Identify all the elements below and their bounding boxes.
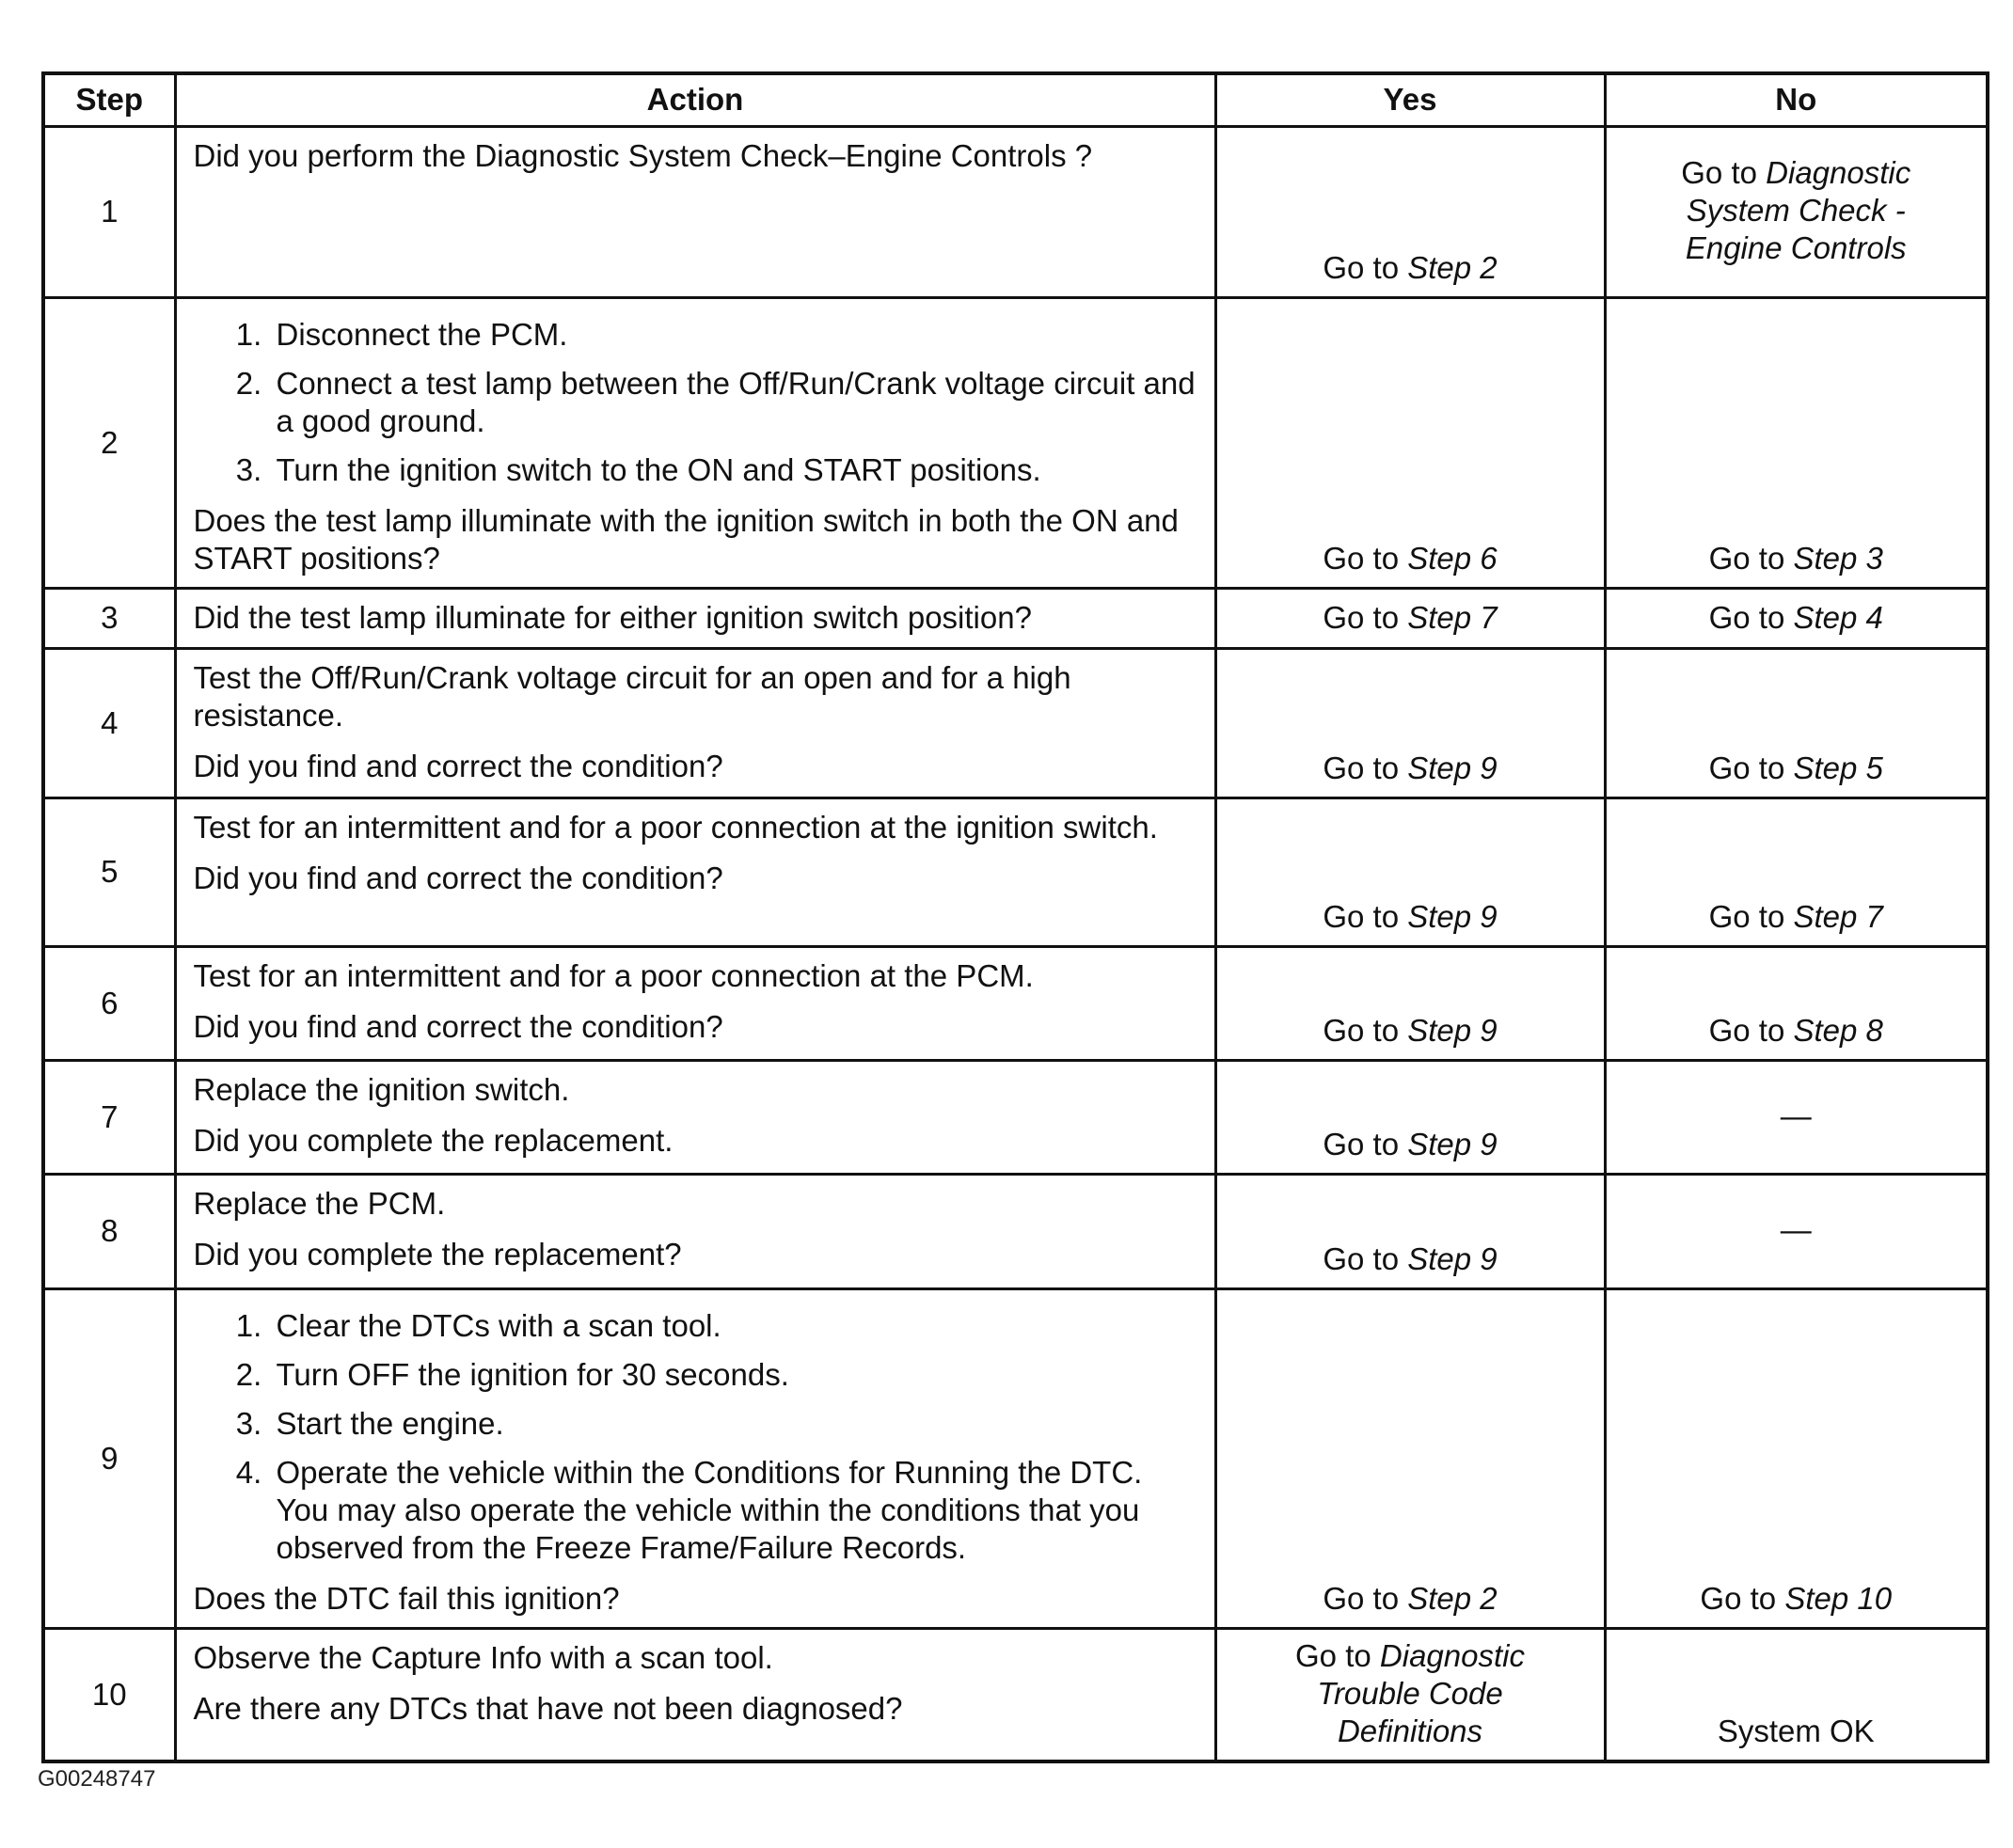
yes-prefix: Go to	[1323, 1012, 1400, 1048]
step-number: 3	[43, 588, 175, 648]
no-cell	[1605, 297, 1988, 588]
yes-link-line-3[interactable]: Definitions	[1337, 1713, 1483, 1748]
yes-prefix: Go to	[1323, 750, 1400, 785]
yes-link[interactable]: Step 2	[1407, 1580, 1498, 1616]
action-cell	[175, 1288, 1215, 1628]
action-list	[194, 316, 1197, 489]
no-cell	[1605, 1288, 1988, 1628]
step-number: 5	[43, 798, 175, 946]
yes-link-line-1[interactable]: Diagnostic	[1379, 1637, 1525, 1673]
action-text: Test for an intermittent and for a poor connection at the ignition switch.	[193, 809, 1158, 845]
no-prefix: Go to	[1708, 540, 1785, 576]
yes-link[interactable]: Step 9	[1407, 1240, 1498, 1276]
yes-cell	[1215, 798, 1605, 946]
action-question: Did you complete the replacement?	[193, 1236, 682, 1271]
action-cell	[175, 1174, 1215, 1288]
no-cell: —	[1605, 1174, 1988, 1288]
header-row	[43, 73, 1988, 126]
step-number: 7	[43, 1060, 175, 1174]
action-cell	[175, 297, 1215, 588]
yes-cell	[1215, 946, 1605, 1060]
no-link-line-2[interactable]: System Check -	[1686, 193, 1906, 228]
list-item: 2. Turn OFF the ignition for 30 seconds.	[271, 1356, 1197, 1394]
list-item: 3. Turn the ignition switch to the ON and START positions.	[271, 451, 1197, 489]
list-item: 1. Disconnect the PCM.	[271, 316, 1197, 354]
list-item: 2. Connect a test lamp between the Off/Run/Crank voltage circuit and a good ground.	[271, 365, 1197, 440]
yes-link[interactable]: Step 9	[1407, 1012, 1498, 1048]
no-cell	[1605, 798, 1988, 946]
action-question: Did you find and correct the condition?	[193, 748, 723, 783]
action-cell	[175, 798, 1215, 946]
action-text: Test for an intermittent and for a poor connection at the PCM.	[193, 957, 1034, 993]
yes-cell	[1215, 1288, 1605, 1628]
table-row	[43, 1288, 1988, 1628]
list-item: 3. Start the engine.	[271, 1405, 1197, 1443]
yes-cell	[1215, 648, 1605, 798]
yes-prefix: Go to	[1323, 898, 1400, 934]
yes-link[interactable]: Step 9	[1407, 898, 1498, 934]
table-row	[43, 798, 1988, 946]
no-prefix: Go to	[1708, 1012, 1785, 1048]
action-question: Did you complete the replacement.	[193, 1122, 674, 1158]
step-number: 1	[43, 126, 175, 297]
figure-code: G00248747	[38, 1766, 156, 1792]
yes-link[interactable]: Step 9	[1407, 750, 1498, 785]
step-number: 9	[43, 1288, 175, 1628]
action-cell	[175, 126, 1215, 297]
no-prefix: Go to	[1708, 750, 1785, 785]
yes-cell	[1215, 1174, 1605, 1288]
action-text: Did you perform the Diagnostic System Check–Engine Controls ?	[193, 137, 1093, 173]
header-step: Step	[43, 73, 175, 126]
action-text: Replace the PCM.	[193, 1185, 446, 1221]
table-row	[43, 1174, 1988, 1288]
yes-link[interactable]: Step 7	[1407, 600, 1498, 635]
action-cell	[175, 1060, 1215, 1174]
table-row	[43, 648, 1988, 798]
step-number: 2	[43, 297, 175, 588]
no-prefix: Go to	[1708, 898, 1785, 934]
no-link[interactable]: Step 7	[1793, 898, 1883, 934]
no-link[interactable]: Step 10	[1784, 1580, 1893, 1616]
yes-prefix: Go to	[1323, 600, 1400, 635]
action-question: Does the DTC fail this ignition?	[193, 1580, 620, 1616]
action-cell	[175, 588, 1215, 648]
no-link[interactable]: Step 4	[1793, 600, 1883, 635]
no-link-line-1[interactable]: Diagnostic	[1766, 155, 1911, 190]
yes-prefix: Go to	[1323, 1580, 1400, 1616]
header-no: No	[1605, 73, 1988, 126]
no-cell: —	[1605, 1060, 1988, 1174]
no-link[interactable]: Step 8	[1793, 1012, 1883, 1048]
yes-link[interactable]: Step 2	[1407, 249, 1498, 285]
no-prefix: Go to	[1708, 600, 1785, 635]
no-cell: System OK	[1605, 1628, 1988, 1761]
header-action: Action	[175, 73, 1215, 126]
table-row	[43, 1060, 1988, 1174]
action-list	[194, 1307, 1197, 1567]
yes-link[interactable]: Step 6	[1407, 540, 1498, 576]
step-number: 6	[43, 946, 175, 1060]
step-number: 8	[43, 1174, 175, 1288]
action-text: Test the Off/Run/Crank voltage circuit for an open and for a high resistance.	[193, 659, 1071, 733]
table-row	[43, 297, 1988, 588]
action-text: Observe the Capture Info with a scan tool.	[193, 1639, 773, 1675]
yes-prefix: Go to	[1323, 1240, 1400, 1276]
yes-link-line-2[interactable]: Trouble Code	[1317, 1675, 1503, 1711]
table-row	[43, 126, 1988, 297]
action-cell	[175, 1628, 1215, 1761]
list-item: 1. Clear the DTCs with a scan tool.	[271, 1307, 1197, 1345]
yes-prefix: Go to	[1295, 1637, 1371, 1673]
table-row	[43, 946, 1988, 1060]
action-text: Replace the ignition switch.	[193, 1071, 570, 1107]
yes-cell	[1215, 1628, 1605, 1761]
no-link[interactable]: Step 3	[1793, 540, 1883, 576]
action-text: Did the test lamp illuminate for either ignition switch position?	[193, 600, 1032, 635]
yes-cell	[1215, 126, 1605, 297]
action-question: Did you find and correct the condition?	[193, 1008, 723, 1044]
step-number: 10	[43, 1628, 175, 1761]
action-question: Are there any DTCs that have not been diagnosed?	[193, 1690, 903, 1726]
list-item: 4. Operate the vehicle within the Conditions for Running the DTC. You may also operate the vehicle within the conditions that you observed from the Freeze Frame/Failure Records.	[271, 1454, 1197, 1567]
yes-cell	[1215, 1060, 1605, 1174]
action-cell	[175, 648, 1215, 798]
action-question: Did you find and correct the condition?	[193, 860, 723, 895]
no-cell	[1605, 588, 1988, 648]
yes-cell	[1215, 588, 1605, 648]
yes-prefix: Go to	[1323, 540, 1400, 576]
table-row	[43, 588, 1988, 648]
no-cell	[1605, 126, 1988, 297]
action-cell	[175, 946, 1215, 1060]
action-question: Does the test lamp illuminate with the ignition switch in both the ON and START positions?	[193, 502, 1179, 576]
yes-prefix: Go to	[1323, 249, 1400, 285]
no-prefix: Go to	[1700, 1580, 1777, 1616]
yes-prefix: Go to	[1323, 1126, 1400, 1161]
no-link-line-3[interactable]: Engine Controls	[1685, 230, 1907, 265]
header-yes: Yes	[1215, 73, 1605, 126]
diagnostic-table	[41, 71, 1989, 1763]
no-prefix: Go to	[1681, 155, 1757, 190]
step-number: 4	[43, 648, 175, 798]
yes-link[interactable]: Step 9	[1407, 1126, 1498, 1161]
no-cell	[1605, 648, 1988, 798]
yes-cell	[1215, 297, 1605, 588]
no-link[interactable]: Step 5	[1793, 750, 1883, 785]
table-row	[43, 1628, 1988, 1761]
no-cell	[1605, 946, 1988, 1060]
